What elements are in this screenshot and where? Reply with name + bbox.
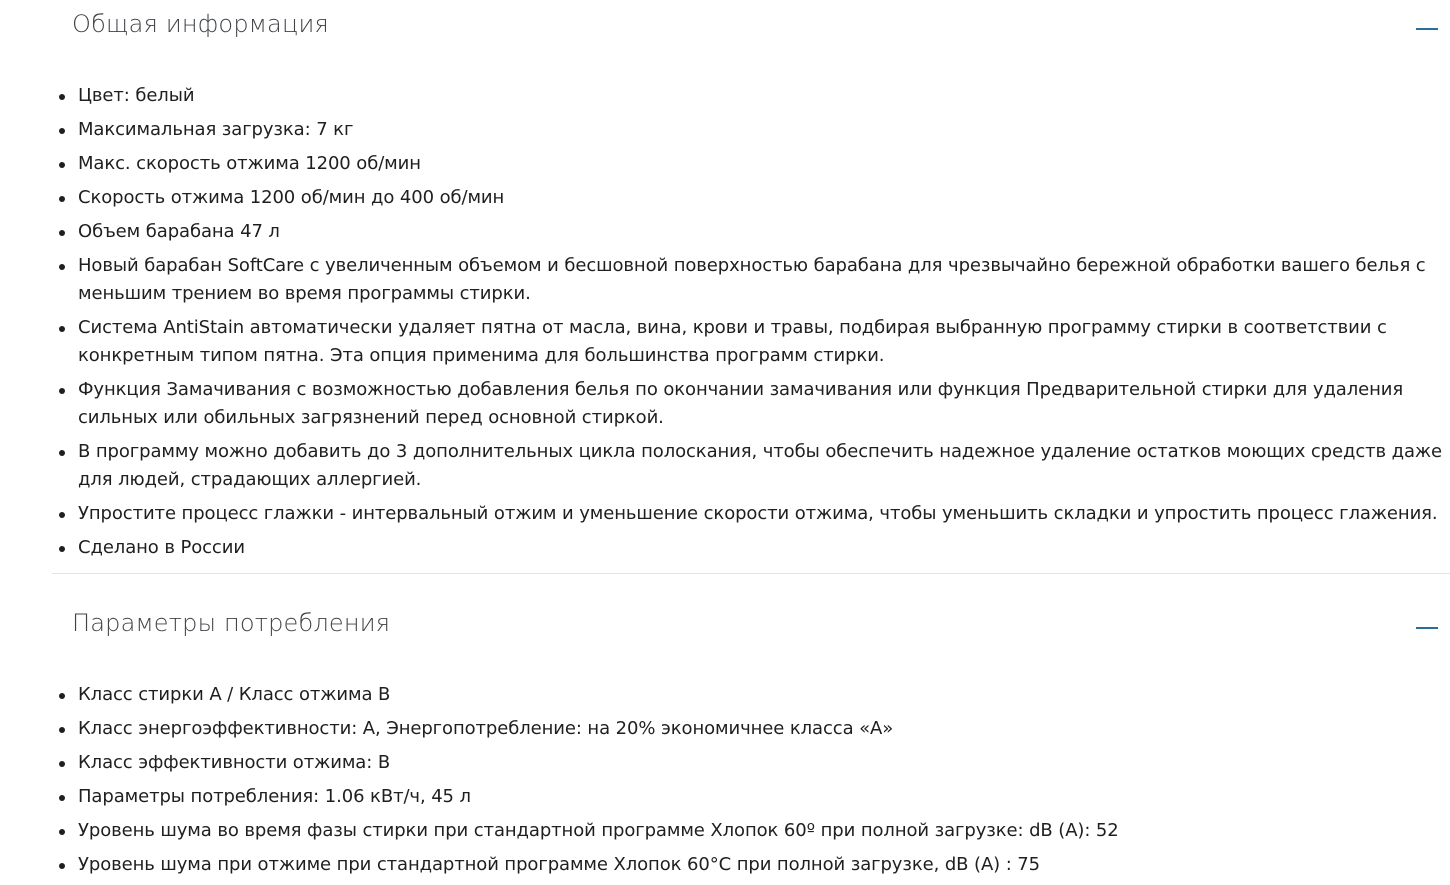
list-item: Упростите процесс глажки - интервальный отжим и уменьшение скорости отжима, чтобы уменьшить складки и упростить процесс глажения. (52, 500, 1450, 528)
list-item: Функция Замачивания с возможностью добавления белья по окончании замачивания или функция Предварительной стирки для удаления сильных или обильных загрязнений перед основной стиркой. (52, 376, 1450, 432)
bullet-icon (59, 546, 65, 552)
consumption-header[interactable] (52, 599, 1450, 655)
minus-icon[interactable] (1414, 14, 1438, 38)
list-item: Макс. скорость отжима 1200 об/мин (52, 150, 1450, 178)
list-item: Скорость отжима 1200 об/мин до 400 об/мин (52, 184, 1450, 212)
list-item: Параметры потребления: 1.06 кВт/ч, 45 л (52, 783, 1450, 811)
bullet-icon (59, 693, 65, 699)
list-item: Класс эффективности отжима: В (52, 749, 1450, 777)
list-item: Класс стирки А / Класс отжима В (52, 681, 1450, 709)
bullet-icon (59, 761, 65, 767)
bullet-icon (59, 512, 65, 518)
bullet-icon (59, 795, 65, 801)
bullet-icon (59, 829, 65, 835)
general-info-list (52, 82, 1450, 568)
list-item: Уровень шума во время фазы стирки при стандартной программе Хлопок 60º при полной загрузке: dB (A): 52 (52, 817, 1450, 845)
general-info-header[interactable] (52, 0, 1450, 56)
consumption-section (52, 599, 1450, 875)
list-item: В программу можно добавить до 3 дополнительных цикла полоскания, чтобы обеспечить надежное удаление остатков моющих средств даже для людей, страдающих аллергией. (52, 438, 1450, 494)
list-item: Цвет: белый (52, 82, 1450, 110)
list-item: Объем барабана 47 л (52, 218, 1450, 246)
bullet-icon (59, 230, 65, 236)
list-item: Сделано в России (52, 534, 1450, 562)
list-item: Новый барабан SoftCare с увеличенным объемом и бесшовной поверхностью барабана для чрезвычайно бережной обработки вашего белья с меньшим трением во время программы стирки. (52, 252, 1450, 308)
minus-icon[interactable] (1414, 613, 1438, 637)
bullet-icon (59, 128, 65, 134)
bullet-icon (59, 388, 65, 394)
section-divider (52, 573, 1450, 574)
general-info-title: Общая информация (72, 10, 329, 38)
bullet-icon (59, 326, 65, 332)
consumption-title: Параметры потребления (72, 609, 391, 637)
bullet-icon (59, 450, 65, 456)
list-item: Класс энергоэффективности: А, Энергопотребление: на 20% экономичнее класса «А» (52, 715, 1450, 743)
list-item: Уровень шума при отжиме при стандартной программе Хлопок 60°С при полной загрузке, dB (A) : 75 (52, 851, 1450, 879)
bullet-icon (59, 196, 65, 202)
bullet-icon (59, 863, 65, 869)
list-item: Система AntiStain автоматически удаляет пятна от масла, вина, крови и травы, подбирая выбранную программу стирки в соответствии с конкретным типом пятна. Эта опция применима для большинства программ стирки. (52, 314, 1450, 370)
bullet-icon (59, 727, 65, 733)
bullet-icon (59, 94, 65, 100)
general-info-section (52, 0, 1450, 558)
bullet-icon (59, 162, 65, 168)
bullet-icon (59, 264, 65, 270)
consumption-list (52, 681, 1450, 885)
list-item: Максимальная загрузка: 7 кг (52, 116, 1450, 144)
